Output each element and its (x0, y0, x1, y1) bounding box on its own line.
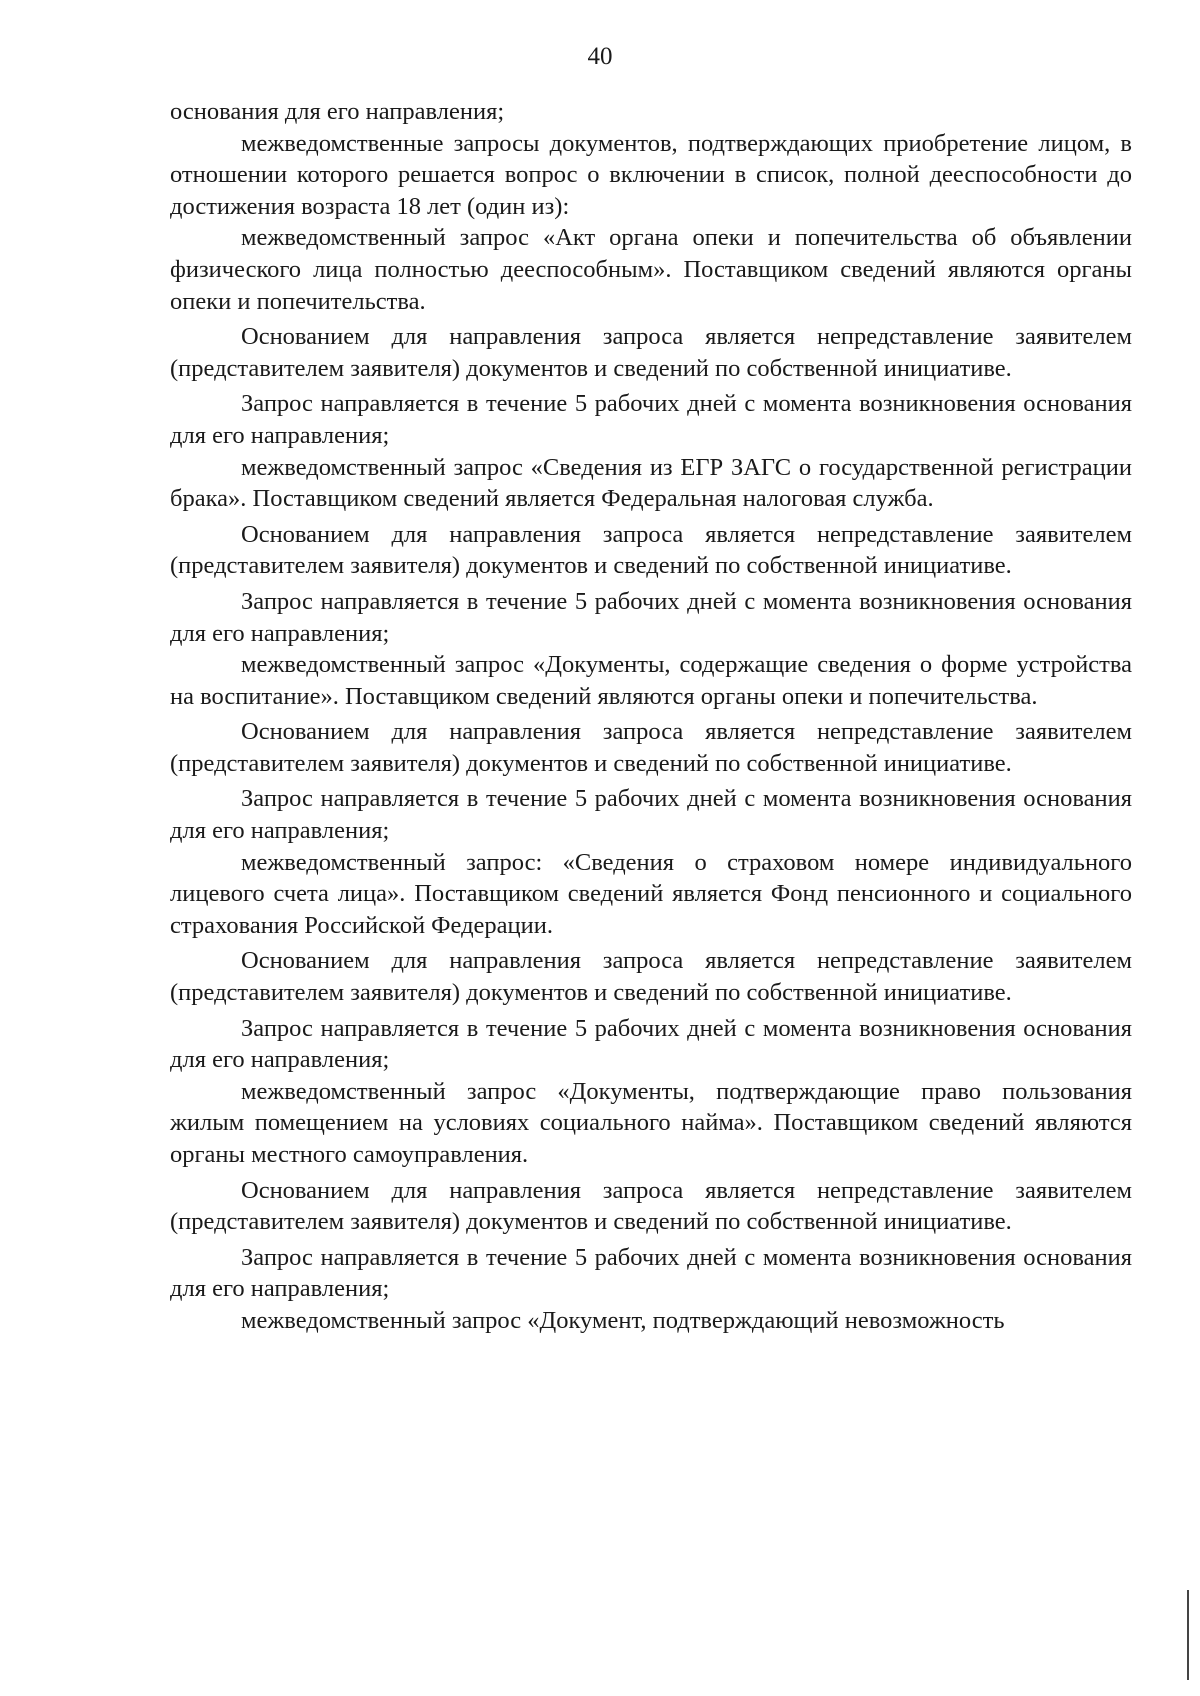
paragraph: Основанием для направления запроса является непредставление заявителем (представителем заявителя) документов и сведений по собственной инициативе. (170, 718, 1132, 777)
paragraph: основания для его направления; (170, 98, 505, 125)
paragraph: Основанием для направления запроса является непредставление заявителем (представителем заявителя) документов и сведений по собственной инициативе. (170, 520, 1132, 580)
paragraph: межведомственный запрос «Сведения из ЕГР ЗАГС о государственной регистрации брака». Поставщиком сведений является Федеральная налоговая служба. (170, 453, 1132, 513)
paragraph: Основанием для направления запроса является непредставление заявителем (представителем заявителя) документов и сведений по собственной инициативе. (170, 947, 1132, 1007)
paragraph: межведомственный запрос: «Сведения о страховом номере индивидуального лицевого счета лица». Поставщиком сведений является Фонд пенсионного и социального страхования Российской Федерации. (170, 848, 1132, 939)
paragraph: межведомственный запрос «Документы, содержащие сведения о форме устройства на воспитание». Поставщиком сведений являются органы опеки и попечительства. (170, 651, 1132, 710)
paragraph: Запрос направляется в течение 5 рабочих дней с момента возникновения основания для его направления; (170, 1014, 1132, 1074)
paragraph: межведомственный запрос «Документы, подтверждающие право пользования жилым помещением на условиях социального найма». Поставщиком сведений являются органы местного самоуправления. (170, 1077, 1132, 1168)
paragraph: Запрос направляется в течение 5 рабочих дней с момента возникновения основания для его направления; (170, 587, 1132, 647)
paragraph: Запрос направляется в течение 5 рабочих дней с момента возникновения основания для его направления; (170, 1243, 1132, 1303)
paragraph: межведомственные запросы документов, подтверждающих приобретение лицом, в отношении которого решается вопрос о включении в список, полной дееспособности до достижения возраста 18 лет (один из): (170, 129, 1132, 220)
page-number: 40 (587, 43, 613, 70)
paragraph: Запрос направляется в течение 5 рабочих дней с момента возникновения основания для его направления; (170, 390, 1132, 449)
paragraph: межведомственный запрос «Акт органа опеки и попечительства об объявлении физического лица полностью дееспособным». Поставщиком сведений являются органы опеки и попечительства. (170, 224, 1132, 315)
document-body (170, 96, 1132, 1337)
scan-margin-line (1187, 1590, 1189, 1680)
paragraph: Основанием для направления запроса является непредставление заявителем (представителем заявителя) документов и сведений по собственной инициативе. (170, 323, 1132, 382)
paragraph: Запрос направляется в течение 5 рабочих дней с момента возникновения основания для его направления; (170, 785, 1132, 845)
paragraph: межведомственный запрос «Документ, подтверждающий невозможность (241, 1306, 1005, 1334)
paragraph: Основанием для направления запроса является непредставление заявителем (представителем заявителя) документов и сведений по собственной инициативе. (170, 1176, 1132, 1236)
